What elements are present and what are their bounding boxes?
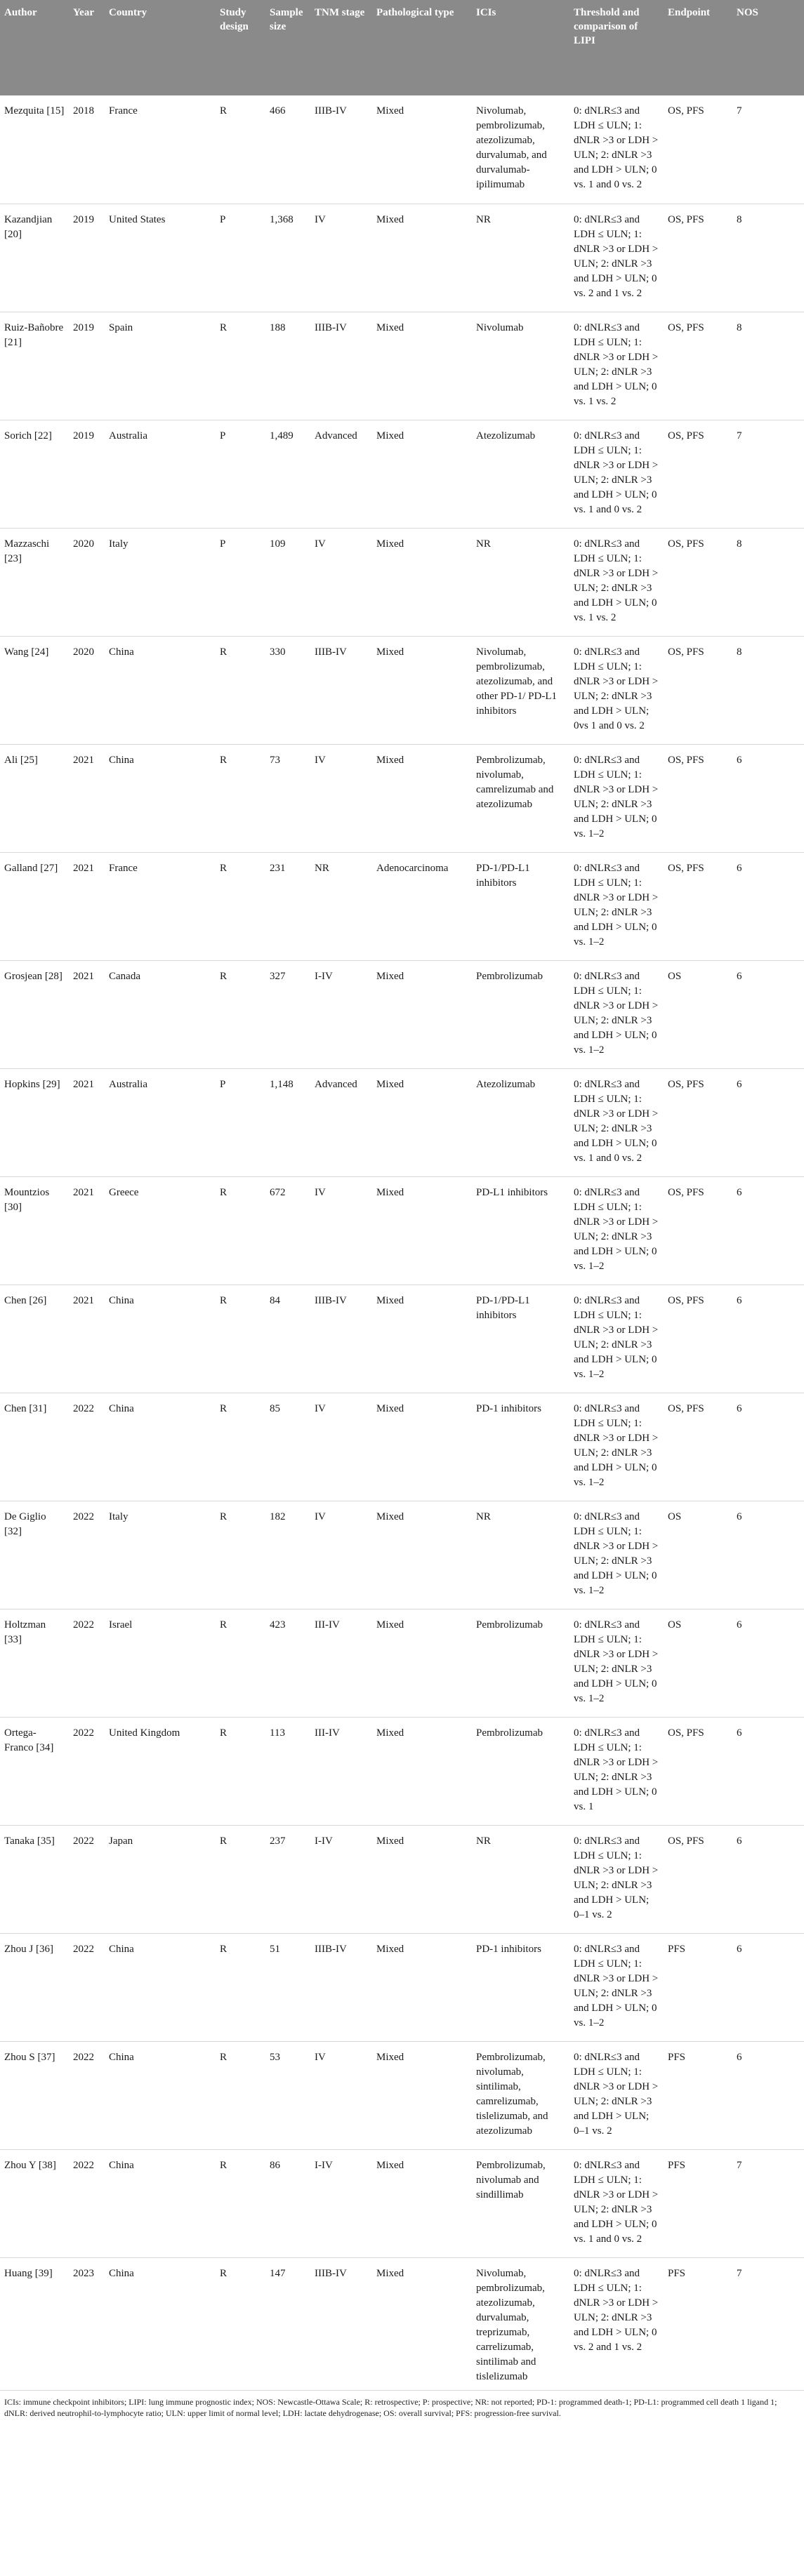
cell-threshold: 0: dNLR≤3 and LDH ≤ ULN; 1: dNLR >3 or LDH > ULN; 2: dNLR >3 and LDH > ULN; 0 vs. 1–2: [569, 1176, 664, 1284]
cell-sample: 466: [270, 105, 286, 117]
cell-nos: 6: [732, 2041, 804, 2149]
cell-year: 2022: [69, 2149, 105, 2257]
cell-sample: 188: [265, 312, 310, 420]
cell-year: 2022: [69, 1717, 105, 1825]
cell-country: China: [105, 2257, 216, 2390]
cell-sample: 1,148: [265, 1068, 310, 1176]
header-country: Country: [105, 0, 216, 95]
cell-tnm: IIIB-IV: [315, 105, 347, 117]
cell-endpoint: OS, PFS: [664, 420, 732, 528]
cell-threshold: 0: dNLR≤3 and LDH ≤ ULN; 1: dNLR >3 or LDH > ULN; 2: dNLR >3 and LDH > ULN; 0 vs. 1 and 0 vs. 2: [569, 420, 664, 528]
cell-endpoint: PFS: [664, 1933, 732, 2041]
cell-icis: Pembrolizumab, nivolumab, sintilimab, camrelizumab, tislelizumab, and atezolizumab: [472, 2041, 569, 2149]
cell-nos: 6: [732, 1825, 804, 1933]
cell-icis: Pembrolizumab: [472, 960, 569, 1068]
cell-sample: 73: [265, 744, 310, 852]
cell-endpoint: OS, PFS: [664, 1825, 732, 1933]
cell-author: Hopkins [29]: [0, 1068, 69, 1176]
cell-pathology: Mixed: [372, 2257, 472, 2390]
cell-author: Huang [39]: [0, 2257, 69, 2390]
cell-author: Ali [25]: [0, 744, 69, 852]
cell-country: Italy: [105, 528, 216, 636]
cell-endpoint: OS, PFS: [664, 852, 732, 960]
table-row: [0, 1501, 804, 1609]
cell-threshold: 0: dNLR≤3 and LDH ≤ ULN; 1: dNLR >3 or LDH > ULN; 2: dNLR >3 and LDH > ULN; 0–1 vs. 2: [569, 1825, 664, 1933]
cell-design: R: [220, 105, 228, 117]
cell-endpoint: OS, PFS: [664, 204, 732, 312]
cell-sample: 672: [265, 1176, 310, 1284]
table-row: [0, 2041, 804, 2149]
cell-endpoint: OS, PFS: [664, 312, 732, 420]
cell-pathology: Mixed: [372, 1176, 472, 1284]
cell-nos: 8: [732, 636, 804, 744]
cell-tnm: IV: [310, 528, 372, 636]
cell-nos: 8: [732, 204, 804, 312]
cell-design: R: [216, 2041, 265, 2149]
cell-sample: 113: [265, 1717, 310, 1825]
cell-tnm: IIIB-IV: [310, 2257, 372, 2390]
cell-tnm: IV: [310, 204, 372, 312]
cell-tnm: IV: [310, 1393, 372, 1501]
cell-endpoint: OS: [664, 960, 732, 1068]
cell-design: R: [216, 2257, 265, 2390]
cell-design: R: [216, 312, 265, 420]
cell-design: R: [216, 1717, 265, 1825]
cell-author: Ortega-Franco [34]: [0, 1717, 69, 1825]
cell-country: United Kingdom: [105, 1717, 216, 1825]
cell-author: De Giglio [32]: [0, 1501, 69, 1609]
cell-country: United States: [105, 204, 216, 312]
table-row: [0, 2257, 804, 2390]
cell-design: P: [216, 420, 265, 528]
cell-tnm: IIIB-IV: [310, 312, 372, 420]
cell-nos: 6: [732, 744, 804, 852]
cell-sample: 327: [265, 960, 310, 1068]
cell-tnm: IV: [310, 1501, 372, 1609]
cell-threshold: 0: dNLR≤3 and LDH ≤ ULN; 1: dNLR >3 or LDH > ULN; 2: dNLR >3 and LDH > ULN; 0 vs. 2 and 1 vs. 2: [569, 2257, 664, 2390]
cell-design: R: [216, 1933, 265, 2041]
table-row: [0, 95, 804, 204]
cell-design: R: [216, 960, 265, 1068]
cell-nos: 6: [732, 1501, 804, 1609]
table-row: [0, 204, 804, 312]
header-author: Author: [0, 0, 69, 95]
table-row: [0, 1176, 804, 1284]
cell-icis: Nivolumab: [472, 312, 569, 420]
cell-tnm: I-IV: [310, 960, 372, 1068]
cell-country: Italy: [105, 1501, 216, 1609]
cell-country: Australia: [105, 1068, 216, 1176]
cell-endpoint: PFS: [664, 2257, 732, 2390]
cell-sample: 85: [265, 1393, 310, 1501]
cell-author: Sorich [22]: [0, 420, 69, 528]
cell-sample: 51: [265, 1933, 310, 2041]
cell-country: China: [105, 744, 216, 852]
cell-nos: 6: [732, 852, 804, 960]
header-sample-size: Sample size: [265, 0, 310, 95]
cell-tnm: Advanced: [310, 420, 372, 528]
cell-design: R: [216, 744, 265, 852]
cell-threshold: 0: dNLR≤3 and LDH ≤ ULN; 1: dNLR >3 or LDH > ULN; 2: dNLR >3 and LDH > ULN; 0 vs. 1–2: [569, 744, 664, 852]
cell-threshold: 0: dNLR≤3 and LDH ≤ ULN; 1: dNLR >3 or LDH > ULN; 2: dNLR >3 and LDH > ULN; 0vs 1 and 0 vs. 2: [569, 636, 664, 744]
table-row: [0, 1068, 804, 1176]
cell-design: P: [216, 528, 265, 636]
cell-nos: 7: [732, 420, 804, 528]
cell-author: Wang [24]: [0, 636, 69, 744]
cell-nos: 6: [732, 1933, 804, 2041]
cell-author: Ruiz-Bañobre [21]: [0, 312, 69, 420]
cell-endpoint: OS, PFS: [664, 744, 732, 852]
cell-nos: 7: [732, 2149, 804, 2257]
cell-year: 2021: [69, 744, 105, 852]
cell-icis: NR: [472, 1501, 569, 1609]
cell-endpoint: OS, PFS: [664, 528, 732, 636]
cell-year: 2021: [69, 960, 105, 1068]
table-footnote: ICIs: immune checkpoint inhibitors; LIPI: lung immune prognostic index; NOS: Newcastle-Ottawa Scale; R: retrospective; P: prospective; NR: not reported; PD-1: programmed death-1; PD-L1: programmed cell death 1 ligand 1; dNLR: derived neutrophil-to-lymphocyte ratio; ULN: upper limit of normal level; LDH: lactate dehydrogenase; OS: overall survival; PFS: progression-free survival.: [4, 2396, 777, 2418]
cell-year: 2021: [69, 1068, 105, 1176]
cell-pathology: Mixed: [372, 204, 472, 312]
cell-icis: NR: [472, 528, 569, 636]
table-row: [0, 1825, 804, 1933]
cell-year: 2022: [69, 1825, 105, 1933]
header-nos: NOS: [732, 0, 804, 95]
cell-tnm: III-IV: [310, 1717, 372, 1825]
cell-icis: Nivolumab, pembrolizumab, atezolizumab, and other PD-1/ PD-L1 inhibitors: [472, 636, 569, 744]
cell-sample: 1,489: [265, 420, 310, 528]
cell-author: Zhou S [37]: [0, 2041, 69, 2149]
cell-tnm: IV: [310, 2041, 372, 2149]
cell-pathology: Mixed: [376, 105, 404, 117]
header-icis: ICIs: [472, 0, 569, 95]
cell-icis: Pembrolizumab: [472, 1609, 569, 1717]
cell-threshold: 0: dNLR≤3 and LDH ≤ ULN; 1: dNLR >3 or LDH > ULN; 2: dNLR >3 and LDH > ULN; 0 vs. 1 vs. 2: [569, 312, 664, 420]
table-row: [0, 528, 804, 636]
cell-country: Canada: [105, 960, 216, 1068]
cell-year: 2022: [69, 1501, 105, 1609]
cell-threshold: 0: dNLR≤3 and LDH ≤ ULN; 1: dNLR >3 or LDH > ULN; 2: dNLR >3 and LDH > ULN; 0 vs. 1 and 0 vs. 2: [569, 1068, 664, 1176]
cell-icis: Nivolumab, pembrolizumab, atezolizumab, durvalumab, treprizumab, carrelizumab, sintilimab and tislelizumab: [472, 2257, 569, 2390]
cell-country: Spain: [105, 312, 216, 420]
cell-nos: 8: [732, 312, 804, 420]
cell-design: R: [216, 1609, 265, 1717]
table-row: [0, 1393, 804, 1501]
cell-year: 2022: [69, 1609, 105, 1717]
cell-country: France: [109, 105, 138, 117]
cell-country: Australia: [105, 420, 216, 528]
cell-country: China: [105, 636, 216, 744]
cell-year: 2022: [69, 1933, 105, 2041]
cell-sample: 182: [265, 1501, 310, 1609]
header-endpoint: Endpoint: [664, 0, 732, 95]
cell-design: R: [216, 1176, 265, 1284]
cell-nos: 8: [732, 528, 804, 636]
cell-threshold: 0: dNLR≤3 and LDH ≤ ULN; 1: dNLR >3 or LDH > ULN; 2: dNLR >3 and LDH > ULN; 0–1 vs. 2: [569, 2041, 664, 2149]
cell-threshold: 0: dNLR≤3 and LDH ≤ ULN; 1: dNLR >3 or LDH > ULN; 2: dNLR >3 and LDH > ULN; 0 vs. 1–2: [569, 1609, 664, 1717]
cell-design: R: [216, 1825, 265, 1933]
cell-icis: NR: [472, 204, 569, 312]
cell-sample: 423: [265, 1609, 310, 1717]
cell-year: 2019: [69, 420, 105, 528]
cell-year: 2019: [69, 204, 105, 312]
cell-tnm: IV: [310, 744, 372, 852]
cell-design: R: [216, 852, 265, 960]
cell-endpoint: OS: [664, 1609, 732, 1717]
cell-threshold: 0: dNLR≤3 and LDH ≤ ULN; 1: dNLR >3 or LDH > ULN; 2: dNLR >3 and LDH > ULN; 0 vs. 1 vs. 2: [569, 528, 664, 636]
cell-sample: 109: [265, 528, 310, 636]
cell-threshold: 0: dNLR≤3 and LDH ≤ ULN; 1: dNLR >3 or LDH > ULN; 2: dNLR >3 and LDH > ULN; 0 vs. 1–2: [569, 1284, 664, 1393]
cell-author: Kazandjian [20]: [0, 204, 69, 312]
cell-icis: PD-1/PD-L1 inhibitors: [472, 852, 569, 960]
cell-author: Zhou Y [38]: [0, 2149, 69, 2257]
cell-nos: 6: [732, 1609, 804, 1717]
cell-endpoint: OS: [664, 1501, 732, 1609]
cell-pathology: Mixed: [372, 420, 472, 528]
cell-tnm: NR: [310, 852, 372, 960]
cell-year: 2020: [69, 636, 105, 744]
cell-icis: Pembrolizumab, nivolumab and sindillimab: [472, 2149, 569, 2257]
table-row: [0, 960, 804, 1068]
table-row: [0, 1717, 804, 1825]
cell-design: R: [216, 636, 265, 744]
cell-threshold: 0: dNLR≤3 and LDH ≤ ULN; 1: dNLR >3 or LDH > ULN; 2: dNLR >3 and LDH > ULN; 0 vs. 2 and 1 vs. 2: [569, 204, 664, 312]
cell-design: R: [216, 2149, 265, 2257]
cell-year: 2020: [69, 528, 105, 636]
table-row: [0, 2149, 804, 2257]
table-row: [0, 1284, 804, 1393]
cell-icis: Pembrolizumab: [472, 1717, 569, 1825]
cell-author: Mountzios [30]: [0, 1176, 69, 1284]
cell-nos: 6: [732, 1717, 804, 1825]
cell-sample: 53: [265, 2041, 310, 2149]
cell-pathology: Mixed: [372, 1717, 472, 1825]
cell-design: P: [216, 1068, 265, 1176]
cell-pathology: Mixed: [372, 1068, 472, 1176]
cell-icis: Atezolizumab: [472, 1068, 569, 1176]
cell-year: 2021: [69, 852, 105, 960]
table-row: [0, 420, 804, 528]
cell-pathology: Mixed: [372, 744, 472, 852]
table-header: [0, 0, 804, 95]
cell-country: China: [105, 1933, 216, 2041]
table-row: [0, 744, 804, 852]
cell-sample: 84: [265, 1284, 310, 1393]
cell-threshold: 0: dNLR≤3 and LDH ≤ ULN; 1: dNLR >3 or LDH > ULN; 2: dNLR >3 and LDH > ULN; 0 vs. 1–2: [569, 852, 664, 960]
cell-endpoint: PFS: [664, 2041, 732, 2149]
cell-nos: 6: [732, 1284, 804, 1393]
cell-endpoint: PFS: [664, 2149, 732, 2257]
cell-design: R: [216, 1393, 265, 1501]
cell-country: China: [105, 1393, 216, 1501]
cell-tnm: I-IV: [310, 2149, 372, 2257]
cell-design: R: [216, 1284, 265, 1393]
cell-nos: 7: [732, 2257, 804, 2390]
cell-sample: 231: [265, 852, 310, 960]
cell-nos: 6: [732, 1393, 804, 1501]
cell-tnm: I-IV: [310, 1825, 372, 1933]
cell-tnm: IIIB-IV: [310, 1933, 372, 2041]
cell-country: China: [105, 2149, 216, 2257]
cell-author: Mezquita [15]: [4, 105, 65, 117]
table-row: [0, 1933, 804, 2041]
header-tnm-stage: TNM stage: [310, 0, 372, 95]
table-row: [0, 312, 804, 420]
cell-icis: NR: [472, 1825, 569, 1933]
cell-design: P: [216, 204, 265, 312]
cell-endpoint: OS, PFS: [664, 1284, 732, 1393]
cell-icis: PD-1/PD-L1 inhibitors: [472, 1284, 569, 1393]
cell-pathology: Mixed: [372, 1393, 472, 1501]
cell-country: China: [105, 2041, 216, 2149]
cell-pathology: Mixed: [372, 636, 472, 744]
cell-author: Holtzman [33]: [0, 1609, 69, 1717]
cell-pathology: Mixed: [372, 1501, 472, 1609]
cell-threshold: 0: dNLR≤3 and LDH ≤ ULN; 1: dNLR >3 or LDH > ULN; 2: dNLR >3 and LDH > ULN; 0 vs. 1 and 0 vs. 2: [574, 105, 659, 190]
cell-author: Chen [31]: [0, 1393, 69, 1501]
cell-year: 2018: [73, 105, 94, 117]
cell-threshold: 0: dNLR≤3 and LDH ≤ ULN; 1: dNLR >3 or LDH > ULN; 2: dNLR >3 and LDH > ULN; 0 vs. 1 and 0 vs. 2: [569, 2149, 664, 2257]
cell-icis: Nivolumab, pembrolizumab, atezolizumab, durvalumab, and durvalumab-ipilimumab: [476, 105, 547, 190]
cell-endpoint: OS, PFS: [664, 636, 732, 744]
cell-sample: 86: [265, 2149, 310, 2257]
cell-pathology: Mixed: [372, 312, 472, 420]
table-row: [0, 1609, 804, 1717]
cell-threshold: 0: dNLR≤3 and LDH ≤ ULN; 1: dNLR >3 or LDH > ULN; 2: dNLR >3 and LDH > ULN; 0 vs. 1–2: [569, 1393, 664, 1501]
cell-tnm: IV: [310, 1176, 372, 1284]
header-year: Year: [69, 0, 105, 95]
table-row: [0, 852, 804, 960]
cell-endpoint: OS, PFS: [664, 1717, 732, 1825]
cell-author: Galland [27]: [0, 852, 69, 960]
cell-pathology: Mixed: [372, 1609, 472, 1717]
cell-nos: 6: [732, 1176, 804, 1284]
table-body: [0, 95, 804, 2390]
cell-pathology: Mixed: [372, 528, 472, 636]
cell-author: Tanaka [35]: [0, 1825, 69, 1933]
cell-endpoint: OS, PFS: [664, 1176, 732, 1284]
cell-pathology: Mixed: [372, 2041, 472, 2149]
cell-nos: 6: [732, 1068, 804, 1176]
cell-icis: PD-1 inhibitors: [472, 1933, 569, 2041]
cell-icis: PD-L1 inhibitors: [472, 1176, 569, 1284]
cell-year: 2023: [69, 2257, 105, 2390]
cell-threshold: 0: dNLR≤3 and LDH ≤ ULN; 1: dNLR >3 or LDH > ULN; 2: dNLR >3 and LDH > ULN; 0 vs. 1: [569, 1717, 664, 1825]
cell-sample: 1,368: [265, 204, 310, 312]
cell-year: 2021: [69, 1176, 105, 1284]
cell-icis: Pembrolizumab, nivolumab, camrelizumab and atezolizumab: [472, 744, 569, 852]
cell-pathology: Mixed: [372, 2149, 472, 2257]
cell-design: R: [216, 1501, 265, 1609]
cell-author: Zhou J [36]: [0, 1933, 69, 2041]
cell-year: 2022: [69, 2041, 105, 2149]
cell-endpoint: OS, PFS: [668, 105, 704, 117]
header-pathological-type: Pathological type: [372, 0, 472, 95]
cell-country: Greece: [105, 1176, 216, 1284]
cell-author: Chen [26]: [0, 1284, 69, 1393]
header-study-design: Study design: [216, 0, 265, 95]
cell-author: Mazzaschi [23]: [0, 528, 69, 636]
cell-pathology: Adenocarcinoma: [372, 852, 472, 960]
cell-sample: 237: [265, 1825, 310, 1933]
cell-pathology: Mixed: [372, 1284, 472, 1393]
cell-year: 2022: [69, 1393, 105, 1501]
table-row: [0, 636, 804, 744]
cell-pathology: Mixed: [372, 1825, 472, 1933]
cell-icis: PD-1 inhibitors: [472, 1393, 569, 1501]
cell-tnm: III-IV: [310, 1609, 372, 1717]
cell-tnm: Advanced: [310, 1068, 372, 1176]
cell-nos: 6: [732, 960, 804, 1068]
cell-year: 2019: [69, 312, 105, 420]
cell-country: China: [105, 1284, 216, 1393]
cell-sample: 147: [265, 2257, 310, 2390]
header-row: [0, 0, 804, 95]
cell-endpoint: OS, PFS: [664, 1068, 732, 1176]
cell-year: 2021: [69, 1284, 105, 1393]
cell-endpoint: OS, PFS: [664, 1393, 732, 1501]
cell-icis: Atezolizumab: [472, 420, 569, 528]
cell-pathology: Mixed: [372, 960, 472, 1068]
cell-tnm: IIIB-IV: [310, 1284, 372, 1393]
cell-threshold: 0: dNLR≤3 and LDH ≤ ULN; 1: dNLR >3 or LDH > ULN; 2: dNLR >3 and LDH > ULN; 0 vs. 1–2: [569, 1933, 664, 2041]
cell-threshold: 0: dNLR≤3 and LDH ≤ ULN; 1: dNLR >3 or LDH > ULN; 2: dNLR >3 and LDH > ULN; 0 vs. 1–2: [569, 960, 664, 1068]
cell-country: Japan: [105, 1825, 216, 1933]
cell-sample: 330: [265, 636, 310, 744]
cell-pathology: Mixed: [372, 1933, 472, 2041]
cell-nos: 7: [737, 105, 742, 117]
cell-author: Grosjean [28]: [0, 960, 69, 1068]
cell-tnm: IIIB-IV: [310, 636, 372, 744]
cell-threshold: 0: dNLR≤3 and LDH ≤ ULN; 1: dNLR >3 or LDH > ULN; 2: dNLR >3 and LDH > ULN; 0 vs. 1–2: [569, 1501, 664, 1609]
cell-country: Israel: [105, 1609, 216, 1717]
header-threshold-lipi: Threshold and comparison of LIPI: [569, 0, 664, 95]
cell-country: France: [105, 852, 216, 960]
